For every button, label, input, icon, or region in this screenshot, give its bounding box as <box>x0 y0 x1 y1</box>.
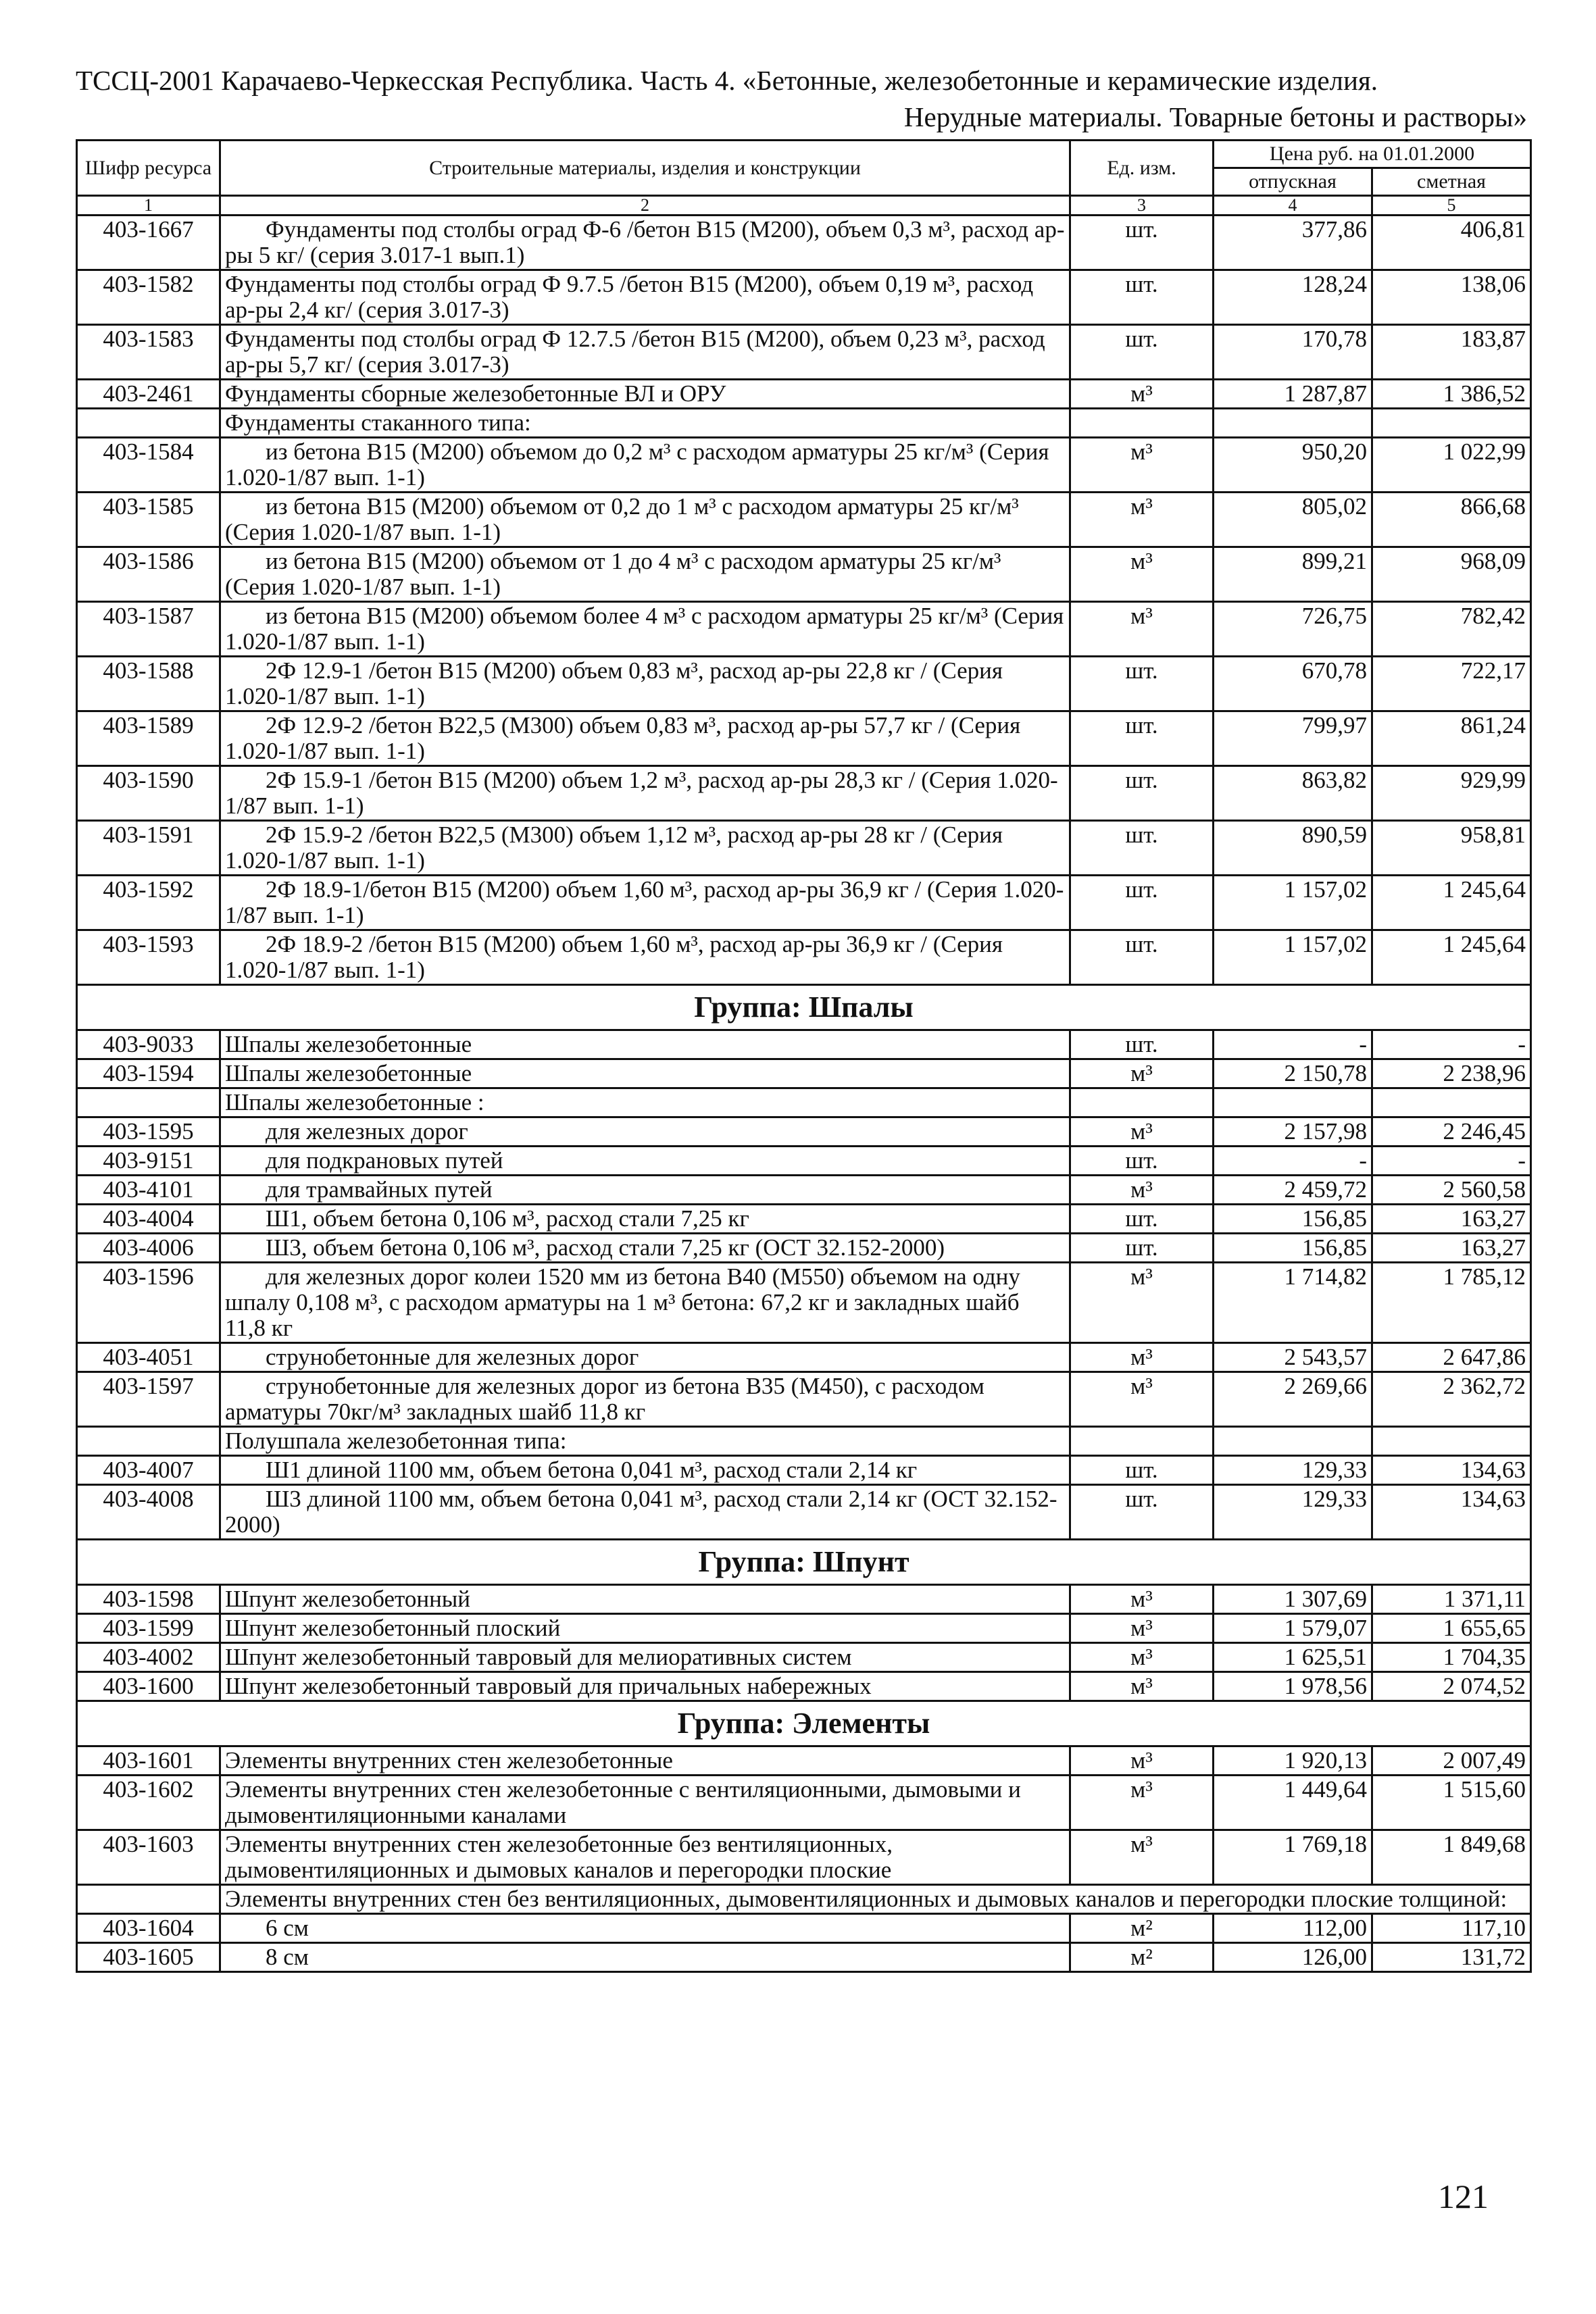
table-row <box>77 1176 1531 1205</box>
price-sell: 670,78 <box>1214 657 1372 711</box>
material-name: Элементы внутренних стен железобетонные без вентиляционных, дымовентиляционных и дымовых каналов и перегородки плоские <box>220 1830 1070 1885</box>
col-number: 5 <box>1372 196 1531 216</box>
material-name: 2Ф 12.9-2 /бетон В22,5 (М300) объем 0,83 м³, расход ар-ры 57,7 кг / (Серия 1.020-1/87 вып. 1-1) <box>220 711 1070 766</box>
price-estimate: 163,27 <box>1372 1234 1531 1263</box>
table-row <box>77 930 1531 985</box>
price-sell: 1 769,18 <box>1214 1830 1372 1885</box>
unit-cell: м³ <box>1070 1643 1214 1672</box>
table-row <box>77 493 1531 547</box>
price-estimate: 2 246,45 <box>1372 1117 1531 1147</box>
price-estimate: 2 560,58 <box>1372 1176 1531 1205</box>
table-row <box>77 270 1531 325</box>
unit-cell: шт. <box>1070 216 1214 270</box>
resource-code: 403-1596 <box>77 1263 220 1343</box>
table-row <box>77 1830 1531 1885</box>
price-estimate: 1 849,68 <box>1372 1830 1531 1885</box>
price-sell: 899,21 <box>1214 547 1372 602</box>
unit-cell: м³ <box>1070 1830 1214 1885</box>
material-name: Шпунт железобетонный плоский <box>220 1614 1070 1643</box>
material-name: 8 см <box>220 1943 1070 1972</box>
material-name: для трамвайных путей <box>220 1176 1070 1205</box>
table-row <box>77 1614 1531 1643</box>
price-sell: 890,59 <box>1214 821 1372 876</box>
unit-cell: м³ <box>1070 602 1214 657</box>
unit-cell: м³ <box>1070 547 1214 602</box>
resource-code: 403-9151 <box>77 1147 220 1176</box>
price-sell <box>1214 1088 1372 1117</box>
table-row <box>77 1147 1531 1176</box>
price-estimate: 1 022,99 <box>1372 438 1531 493</box>
price-estimate: 2 007,49 <box>1372 1746 1531 1776</box>
table-row <box>77 1776 1531 1830</box>
resource-code: 403-1585 <box>77 493 220 547</box>
material-name: 2Ф 12.9-1 /бетон В15 (М200) объем 0,83 м³, расход ар-ры 22,8 кг / (Серия 1.020-1/87 вып. 1-1) <box>220 657 1070 711</box>
col-name-header: Строительные материалы, изделия и конструкции <box>220 141 1070 196</box>
resource-code <box>77 409 220 438</box>
unit-cell: шт. <box>1070 821 1214 876</box>
material-name: Шпунт железобетонный <box>220 1585 1070 1614</box>
price-estimate: 134,63 <box>1372 1485 1531 1540</box>
resource-code: 403-4051 <box>77 1343 220 1372</box>
price-sell: 170,78 <box>1214 325 1372 380</box>
unit-cell: шт. <box>1070 1234 1214 1263</box>
col-unit-header: Ед. изм. <box>1070 141 1214 196</box>
material-name: Ш1 длиной 1100 мм, объем бетона 0,041 м³, расход стали 2,14 кг <box>220 1456 1070 1485</box>
price-estimate: 1 245,64 <box>1372 930 1531 985</box>
material-name: Фундаменты под столбы оград Ф 9.7.5 /бетон В15 (М200), объем 0,19 м³, расход ар-ры 2,4 кг/ (серия 3.017-3) <box>220 270 1070 325</box>
resource-code: 403-1590 <box>77 766 220 821</box>
resource-code: 403-1582 <box>77 270 220 325</box>
unit-cell: шт. <box>1070 1205 1214 1234</box>
col-price-header: Цена руб. на 01.01.2000 <box>1214 141 1531 168</box>
material-name: из бетона В15 (М200) объемом от 1 до 4 м³ с расходом арматуры 25 кг/м³ (Серия 1.020-1/87 вып. 1-1) <box>220 547 1070 602</box>
resource-code: 403-4007 <box>77 1456 220 1485</box>
material-name: Шпалы железобетонные <box>220 1030 1070 1059</box>
unit-cell: м³ <box>1070 1776 1214 1830</box>
resource-code: 403-1598 <box>77 1585 220 1614</box>
unit-cell: м³ <box>1070 1672 1214 1701</box>
table-body <box>77 216 1531 1972</box>
price-estimate: 1 785,12 <box>1372 1263 1531 1343</box>
material-name: из бетона В15 (М200) объемом более 4 м³ с расходом арматуры 25 кг/м³ (Серия 1.020-1/87 вып. 1-1) <box>220 602 1070 657</box>
table-row <box>77 1643 1531 1672</box>
table-row <box>77 1746 1531 1776</box>
col-sell-header: отпускная <box>1214 168 1372 196</box>
price-sell: 2 543,57 <box>1214 1343 1372 1372</box>
unit-cell: шт. <box>1070 876 1214 930</box>
table-row <box>77 657 1531 711</box>
resource-code: 403-1600 <box>77 1672 220 1701</box>
resource-code: 403-1667 <box>77 216 220 270</box>
resource-code: 403-2461 <box>77 380 220 409</box>
price-estimate: 134,63 <box>1372 1456 1531 1485</box>
group-row <box>77 1540 1531 1585</box>
material-name: Фундаменты сборные железобетонные ВЛ и ОРУ <box>220 380 1070 409</box>
unit-cell: шт. <box>1070 325 1214 380</box>
price-sell: 156,85 <box>1214 1234 1372 1263</box>
unit-cell: м² <box>1070 1914 1214 1943</box>
unit-cell: м³ <box>1070 1117 1214 1147</box>
resource-code: 403-1599 <box>77 1614 220 1643</box>
header-line-2: Нерудные материалы. Товарные бетоны и растворы» <box>903 101 1527 132</box>
unit-cell <box>1070 1088 1214 1117</box>
unit-cell: м³ <box>1070 380 1214 409</box>
resource-code: 403-1603 <box>77 1830 220 1885</box>
material-name: 2Ф 18.9-1/бетон В15 (М200) объем 1,60 м³, расход ар-ры 36,9 кг / (Серия 1.020-1/87 вып. 1-1) <box>220 876 1070 930</box>
price-estimate: 2 074,52 <box>1372 1672 1531 1701</box>
price-estimate: 1 245,64 <box>1372 876 1531 930</box>
table-row <box>77 547 1531 602</box>
table-row <box>77 1485 1531 1540</box>
price-sell: 950,20 <box>1214 438 1372 493</box>
table-row <box>77 1059 1531 1088</box>
material-name: Ш1, объем бетона 0,106 м³, расход стали 7,25 кг <box>220 1205 1070 1234</box>
price-estimate: 117,10 <box>1372 1914 1531 1943</box>
price-sell <box>1214 409 1372 438</box>
table-header <box>77 141 1531 216</box>
material-name: Фундаменты стаканного типа: <box>220 409 1070 438</box>
resource-code: 403-1589 <box>77 711 220 766</box>
unit-cell: шт. <box>1070 711 1214 766</box>
col-number: 3 <box>1070 196 1214 216</box>
unit-cell: шт. <box>1070 657 1214 711</box>
price-sell: 112,00 <box>1214 1914 1372 1943</box>
price-sell: 1 449,64 <box>1214 1776 1372 1830</box>
price-estimate: - <box>1372 1030 1531 1059</box>
resource-code: 403-4002 <box>77 1643 220 1672</box>
unit-cell: м³ <box>1070 1059 1214 1088</box>
price-estimate: 1 655,65 <box>1372 1614 1531 1643</box>
table-row <box>77 325 1531 380</box>
material-name: 6 см <box>220 1914 1070 1943</box>
price-estimate: 1 515,60 <box>1372 1776 1531 1830</box>
price-estimate: 958,81 <box>1372 821 1531 876</box>
material-name: 2Ф 15.9-1 /бетон В15 (М200) объем 1,2 м³, расход ар-ры 28,3 кг / (Серия 1.020-1/87 вып. 1-1) <box>220 766 1070 821</box>
material-name: 2Ф 15.9-2 /бетон В22,5 (М300) объем 1,12 м³, расход ар-ры 28 кг / (Серия 1.020-1/87 вып. 1-1) <box>220 821 1070 876</box>
resource-code: 403-1587 <box>77 602 220 657</box>
price-estimate: 1 371,11 <box>1372 1585 1531 1614</box>
unit-cell <box>1070 1427 1214 1456</box>
material-name: струнобетонные для железных дорог из бетона В35 (М450), с расходом арматуры 70кг/м³ закладных шайб 11,8 кг <box>220 1372 1070 1427</box>
price-estimate <box>1372 1088 1531 1117</box>
col-number: 2 <box>220 196 1070 216</box>
table-row <box>77 380 1531 409</box>
price-estimate: 406,81 <box>1372 216 1531 270</box>
table-row <box>77 438 1531 493</box>
resource-code: 403-9033 <box>77 1030 220 1059</box>
table-row <box>77 711 1531 766</box>
price-sell: 863,82 <box>1214 766 1372 821</box>
resource-code: 403-4004 <box>77 1205 220 1234</box>
price-sell: 2 157,98 <box>1214 1117 1372 1147</box>
subheading-row <box>77 409 1531 438</box>
table-row <box>77 1343 1531 1372</box>
material-name: Шпунт железобетонный тавровый для причальных набережных <box>220 1672 1070 1701</box>
unit-cell: шт. <box>1070 1456 1214 1485</box>
price-sell: 1 287,87 <box>1214 380 1372 409</box>
price-estimate <box>1372 1427 1531 1456</box>
price-sell: 1 307,69 <box>1214 1585 1372 1614</box>
unit-cell: м³ <box>1070 1343 1214 1372</box>
price-sell: 1 978,56 <box>1214 1672 1372 1701</box>
material-name: Шпалы железобетонные <box>220 1059 1070 1088</box>
resource-code: 403-1605 <box>77 1943 220 1972</box>
price-sell: 128,24 <box>1214 270 1372 325</box>
price-sell: - <box>1214 1147 1372 1176</box>
price-sell: 156,85 <box>1214 1205 1372 1234</box>
group-title: Группа: Шпунт <box>77 1540 1531 1585</box>
price-estimate: 138,06 <box>1372 270 1531 325</box>
table-row <box>77 1914 1531 1943</box>
unit-cell: шт. <box>1070 930 1214 985</box>
resource-code: 403-1594 <box>77 1059 220 1088</box>
price-sell: 1 157,02 <box>1214 876 1372 930</box>
resource-code: 403-1604 <box>77 1914 220 1943</box>
material-name: Шпунт железобетонный тавровый для мелиоративных систем <box>220 1643 1070 1672</box>
resource-code <box>77 1427 220 1456</box>
price-sell: 805,02 <box>1214 493 1372 547</box>
table-row <box>77 1263 1531 1343</box>
price-estimate: 131,72 <box>1372 1943 1531 1972</box>
price-sell: 129,33 <box>1214 1485 1372 1540</box>
price-sell: 799,97 <box>1214 711 1372 766</box>
table-row <box>77 1456 1531 1485</box>
unit-cell: м³ <box>1070 1176 1214 1205</box>
price-estimate: 929,99 <box>1372 766 1531 821</box>
material-name: струнобетонные для железных дорог <box>220 1343 1070 1372</box>
table-row <box>77 1672 1531 1701</box>
price-sell: 1 714,82 <box>1214 1263 1372 1343</box>
table-row <box>77 602 1531 657</box>
unit-cell: м³ <box>1070 438 1214 493</box>
price-sell: 377,86 <box>1214 216 1372 270</box>
page-header <box>76 62 1527 135</box>
table-row <box>77 1117 1531 1147</box>
unit-cell: шт. <box>1070 270 1214 325</box>
material-name: Фундаменты под столбы оград Ф-6 /бетон В15 (М200), объем 0,3 м³, расход ар-ры 5 кг/ (серия 3.017-1 вып.1) <box>220 216 1070 270</box>
unit-cell: м² <box>1070 1943 1214 1972</box>
resource-code: 403-4008 <box>77 1485 220 1540</box>
unit-cell: м³ <box>1070 1746 1214 1776</box>
material-name: для подкрановых путей <box>220 1147 1070 1176</box>
price-sell: 1 625,51 <box>1214 1643 1372 1672</box>
subheading-row <box>77 1885 1531 1914</box>
price-estimate: 782,42 <box>1372 602 1531 657</box>
price-sell: 1 579,07 <box>1214 1614 1372 1643</box>
price-estimate: 1 386,52 <box>1372 380 1531 409</box>
table-row <box>77 766 1531 821</box>
table-row <box>77 876 1531 930</box>
table-row <box>77 1943 1531 1972</box>
price-sell: 2 150,78 <box>1214 1059 1372 1088</box>
material-name: из бетона В15 (М200) объемом от 0,2 до 1 м³ с расходом арматуры 25 кг/м³ (Серия 1.020-1/87 вып. 1-1) <box>220 493 1070 547</box>
price-estimate <box>1372 409 1531 438</box>
header-line-1: ТССЦ-2001 Карачаево-Черкесская Республика. Часть 4. «Бетонные, железобетонные и керамические изделия. <box>76 65 1378 96</box>
subheading-row <box>77 1088 1531 1117</box>
table-row <box>77 821 1531 876</box>
price-estimate: 861,24 <box>1372 711 1531 766</box>
price-sell: 2 269,66 <box>1214 1372 1372 1427</box>
resource-code: 403-1593 <box>77 930 220 985</box>
unit-cell: шт. <box>1070 1485 1214 1540</box>
unit-cell: шт. <box>1070 766 1214 821</box>
price-sell: 1 920,13 <box>1214 1746 1372 1776</box>
material-name: Полушпала железобетонная типа: <box>220 1427 1070 1456</box>
group-row <box>77 985 1531 1030</box>
price-sell: 1 157,02 <box>1214 930 1372 985</box>
table-row <box>77 1234 1531 1263</box>
material-name: Фундаменты под столбы оград Ф 12.7.5 /бетон В15 (М200), объем 0,23 м³, расход ар-ры 5,7 кг/ (серия 3.017-3) <box>220 325 1070 380</box>
unit-cell: м³ <box>1070 1372 1214 1427</box>
price-sell: 129,33 <box>1214 1456 1372 1485</box>
material-name: Элементы внутренних стен железобетонные с вентиляционными, дымовыми и дымовентиляционными каналами <box>220 1776 1070 1830</box>
col-number: 4 <box>1214 196 1372 216</box>
price-estimate: 183,87 <box>1372 325 1531 380</box>
resource-code: 403-1591 <box>77 821 220 876</box>
price-table <box>76 139 1532 1973</box>
material-name: Шпалы железобетонные : <box>220 1088 1070 1117</box>
resource-code: 403-4101 <box>77 1176 220 1205</box>
resource-code: 403-1602 <box>77 1776 220 1830</box>
table-row <box>77 1585 1531 1614</box>
col-code-header: Шифр ресурса <box>77 141 220 196</box>
table-row <box>77 1372 1531 1427</box>
unit-cell <box>1070 409 1214 438</box>
price-sell <box>1214 1427 1372 1456</box>
col-number: 1 <box>77 196 220 216</box>
unit-cell: м³ <box>1070 1585 1214 1614</box>
price-estimate: 2 362,72 <box>1372 1372 1531 1427</box>
material-name: из бетона В15 (М200) объемом до 0,2 м³ с расходом арматуры 25 кг/м³ (Серия 1.020-1/87 вып. 1-1) <box>220 438 1070 493</box>
material-name: для железных дорог колеи 1520 мм из бетона В40 (М550) объемом на одну шпалу 0,108 м³, с расходом арматуры на 1 м³ бетона: 67,2 кг и закладных шайб 11,8 кг <box>220 1263 1070 1343</box>
table-row <box>77 1030 1531 1059</box>
unit-cell: шт. <box>1070 1147 1214 1176</box>
resource-code: 403-1586 <box>77 547 220 602</box>
material-name: для железных дорог <box>220 1117 1070 1147</box>
price-estimate: 968,09 <box>1372 547 1531 602</box>
resource-code: 403-1584 <box>77 438 220 493</box>
group-title: Группа: Шпалы <box>77 985 1531 1030</box>
table-row <box>77 216 1531 270</box>
resource-code <box>77 1885 220 1914</box>
resource-code: 403-1601 <box>77 1746 220 1776</box>
price-sell: - <box>1214 1030 1372 1059</box>
material-name: Элементы внутренних стен без вентиляционных, дымовентиляционных и дымовых каналов и перегородки плоские толщиной: <box>220 1885 1531 1914</box>
unit-cell: м³ <box>1070 1614 1214 1643</box>
price-estimate: 163,27 <box>1372 1205 1531 1234</box>
price-estimate: 866,68 <box>1372 493 1531 547</box>
resource-code: 403-1595 <box>77 1117 220 1147</box>
price-estimate: 722,17 <box>1372 657 1531 711</box>
subheading-row <box>77 1427 1531 1456</box>
table-row <box>77 1205 1531 1234</box>
resource-code: 403-1588 <box>77 657 220 711</box>
price-sell: 126,00 <box>1214 1943 1372 1972</box>
price-estimate: 2 238,96 <box>1372 1059 1531 1088</box>
resource-code: 403-1597 <box>77 1372 220 1427</box>
page-number: 121 <box>1438 2178 1489 2215</box>
unit-cell: м³ <box>1070 1263 1214 1343</box>
material-name: Ш3 длиной 1100 мм, объем бетона 0,041 м³, расход стали 2,14 кг (ОСТ 32.152-2000) <box>220 1485 1070 1540</box>
group-row <box>77 1701 1531 1746</box>
price-estimate: 2 647,86 <box>1372 1343 1531 1372</box>
unit-cell: шт. <box>1070 1030 1214 1059</box>
material-name: 2Ф 18.9-2 /бетон В15 (М200) объем 1,60 м³, расход ар-ры 36,9 кг / (Серия 1.020-1/87 вып. 1-1) <box>220 930 1070 985</box>
resource-code: 403-4006 <box>77 1234 220 1263</box>
price-sell: 2 459,72 <box>1214 1176 1372 1205</box>
price-estimate: 1 704,35 <box>1372 1643 1531 1672</box>
resource-code <box>77 1088 220 1117</box>
unit-cell: м³ <box>1070 493 1214 547</box>
resource-code: 403-1583 <box>77 325 220 380</box>
col-est-header: сметная <box>1372 168 1531 196</box>
material-name: Элементы внутренних стен железобетонные <box>220 1746 1070 1776</box>
material-name: Ш3, объем бетона 0,106 м³, расход стали 7,25 кг (ОСТ 32.152-2000) <box>220 1234 1070 1263</box>
group-title: Группа: Элементы <box>77 1701 1531 1746</box>
price-sell: 726,75 <box>1214 602 1372 657</box>
resource-code: 403-1592 <box>77 876 220 930</box>
price-estimate: - <box>1372 1147 1531 1176</box>
